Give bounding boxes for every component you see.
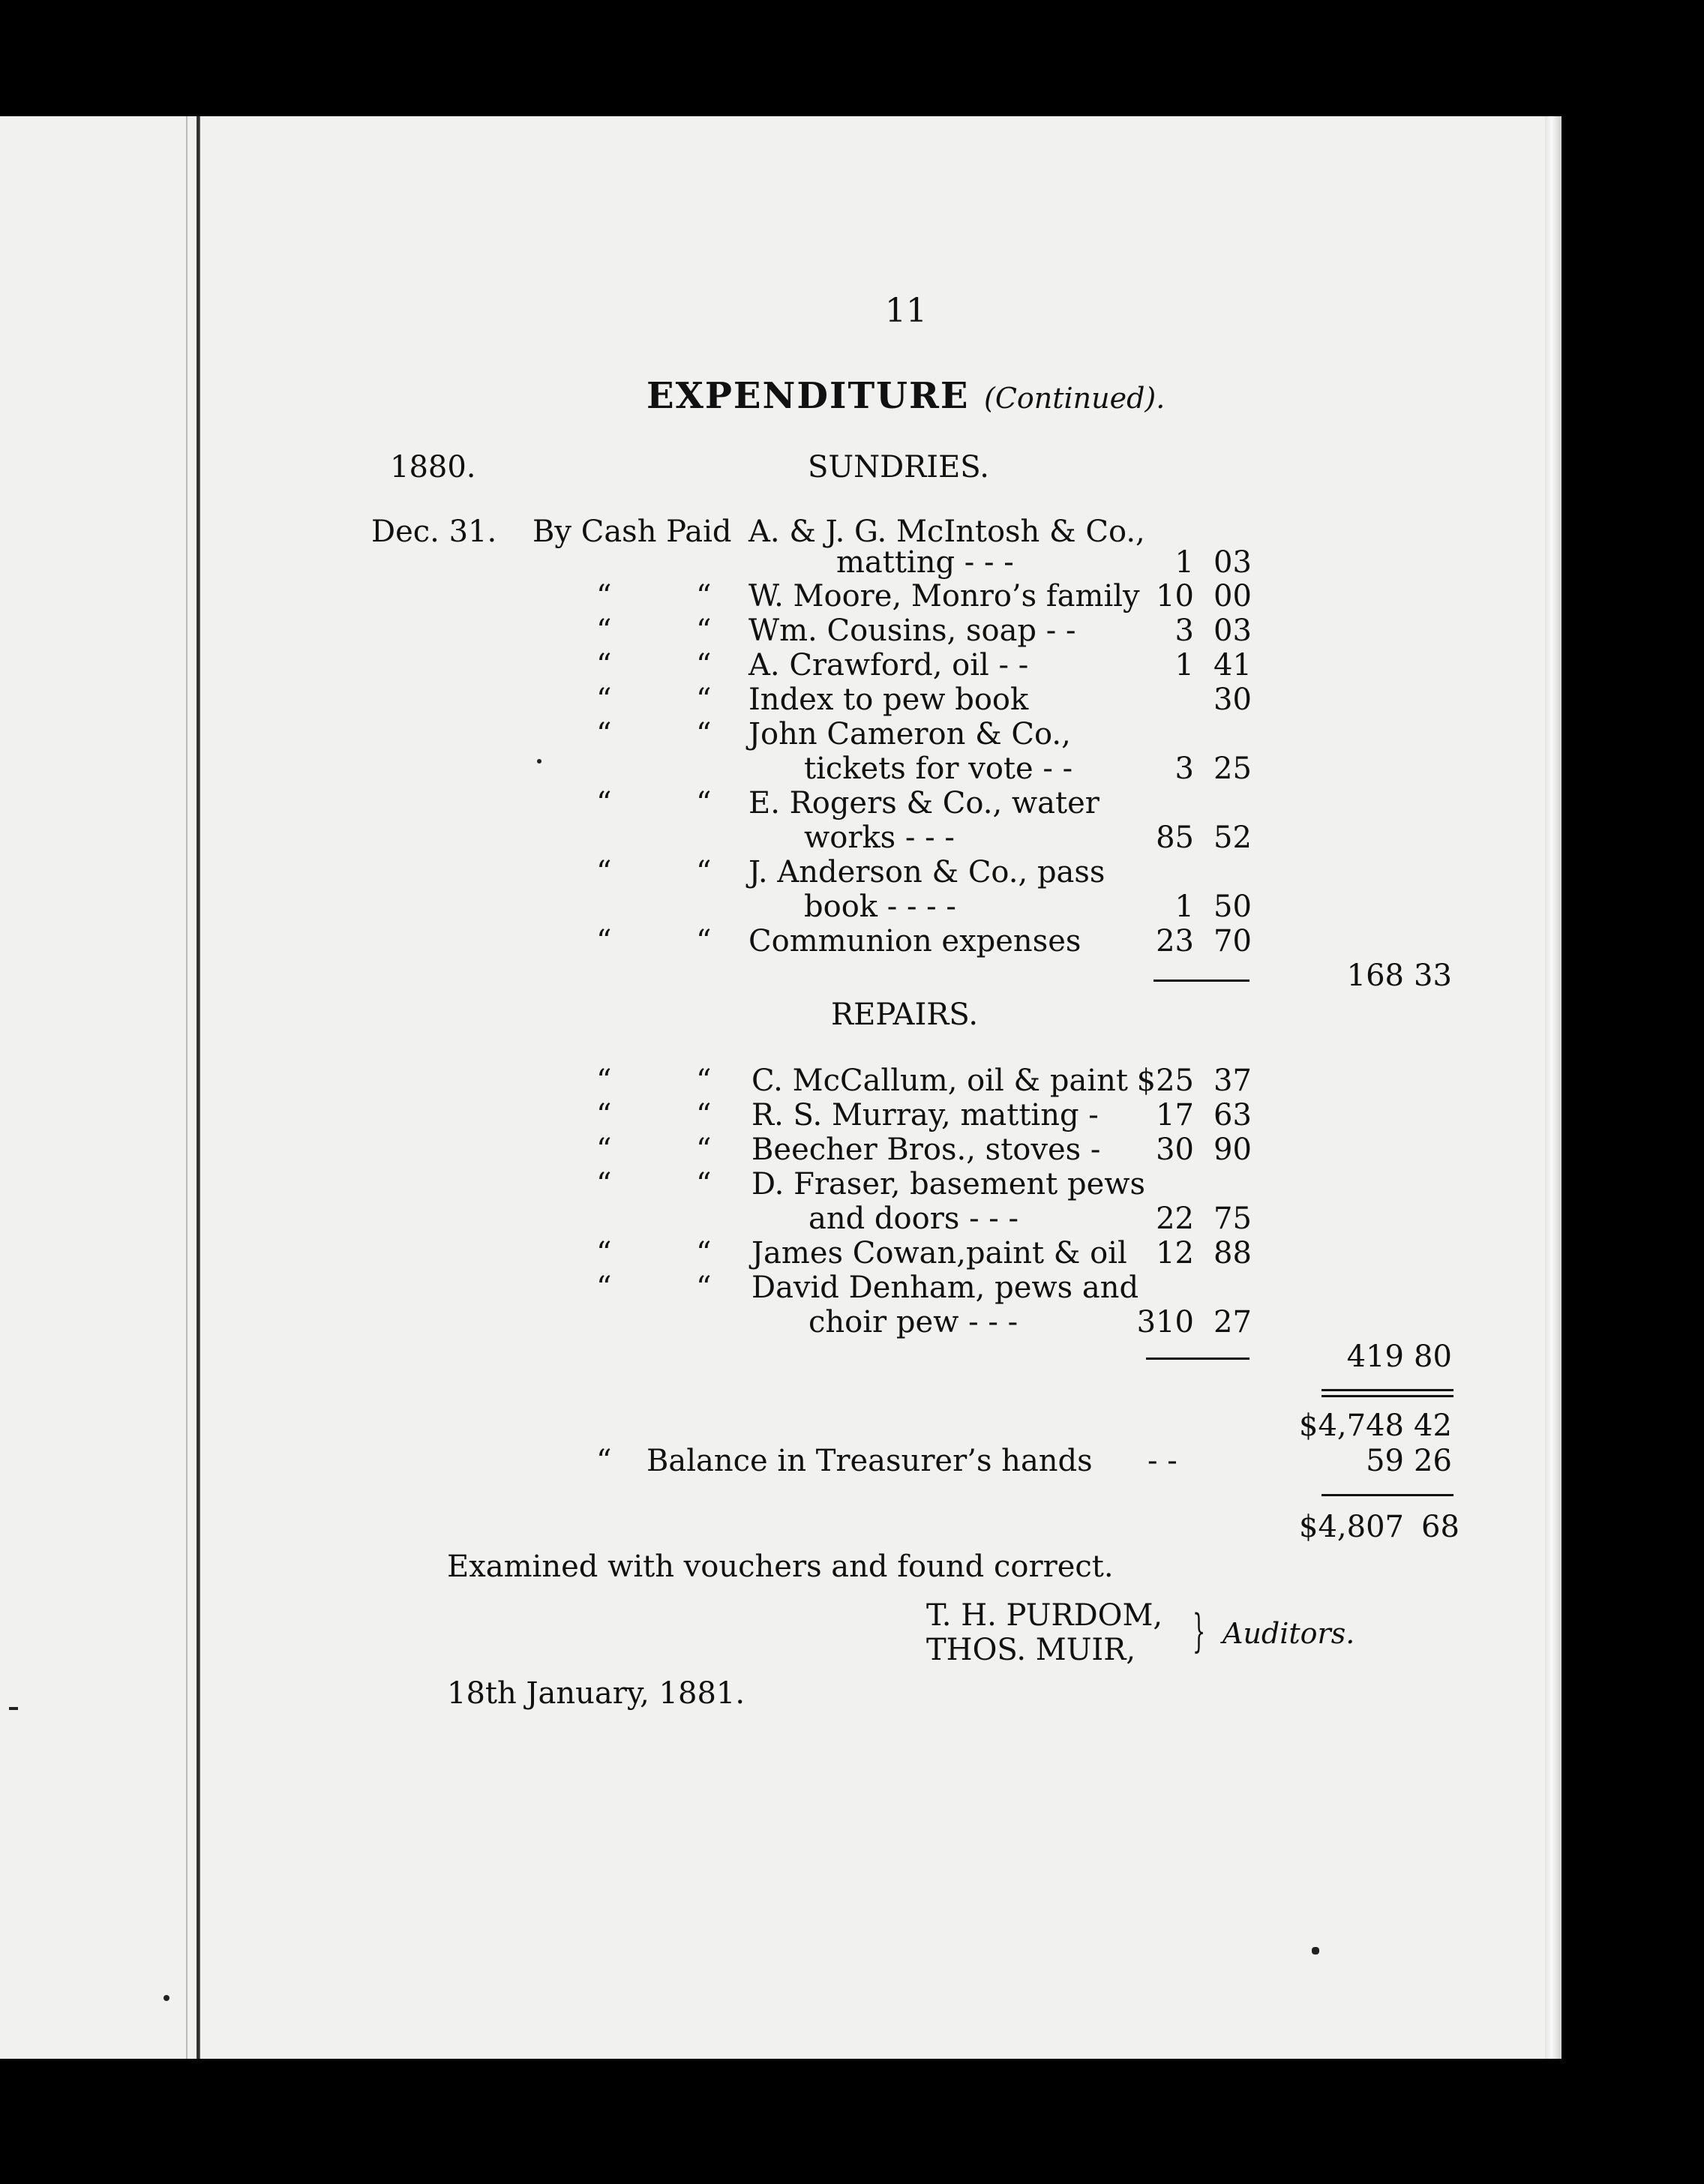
scan-speck [9,1707,18,1710]
scan-speck [164,1995,170,2001]
ditto-mark: “ [596,717,612,752]
ditto-mark: “ [596,1098,612,1132]
repair-item-4-line2: and doors - - - [808,1202,1019,1236]
grand-total-dollars: $4,807 [1299,1510,1404,1544]
ditto-mark: “ [596,786,612,820]
repair-item-2-cents: 63 [1214,1098,1252,1132]
repairs-total-cents: 80 [1414,1340,1452,1374]
balance-label: Balance in Treasurer’s hands [646,1444,1093,1478]
date-label: Dec. 31. [371,514,497,549]
repair-item-5-cents: 88 [1214,1236,1252,1270]
balance-dashes: - - [1148,1444,1178,1478]
repair-item-1-dollars: $25 [1136,1064,1194,1098]
examined-statement: Examined with vouchers and found correct. [447,1550,1114,1584]
ditto-mark: “ [696,1236,712,1270]
grand-total-rule [1322,1494,1454,1496]
sundry-item-1-dollars: 1 [1174,545,1194,580]
sundry-item-1-line2: matting - - - [836,545,1014,580]
sundry-item-4-cents: 41 [1214,648,1252,682]
auditor-name-1: T. H. PURDOM, [926,1598,1163,1633]
binding-fold [196,116,200,2059]
repair-item-4-line1: D. Fraser, basement pews [752,1167,1145,1202]
section-title-suffix: (Continued). [984,382,1166,415]
page-edge-line [186,116,188,2059]
auditors-brace: } [1192,1605,1206,1658]
subtotal-cents: 42 [1414,1408,1452,1443]
repair-item-6-line2: choir pew - - - [808,1305,1018,1340]
section-title: EXPENDITURE [646,375,970,417]
subtotal-dollars: $4,748 [1299,1408,1404,1443]
sundries-total-dollars: 168 [1346,958,1404,993]
sundry-item-9-line1: Communion expenses [748,924,1082,958]
ditto-mark: “ [696,1270,712,1305]
ditto-mark: “ [596,1444,612,1478]
sundry-item-2-cents: 00 [1214,579,1252,614]
repair-item-1-cents: 37 [1214,1064,1252,1098]
sundries-total-cents: 33 [1414,958,1452,993]
repairs-total-dollars: 419 [1346,1340,1404,1374]
page-spine-edge [1545,116,1562,2059]
ditto-mark: “ [696,579,712,614]
ditto-mark: “ [596,648,612,682]
ditto-mark: “ [696,648,712,682]
ditto-mark: “ [696,682,712,717]
sundry-item-7-line1: E. Rogers & Co., water [748,786,1100,820]
page-number: 11 [885,292,927,330]
sundries-heading: SUNDRIES. [808,450,989,484]
sundry-item-7-dollars: 85 [1156,820,1194,855]
year-label: 1880. [390,450,476,484]
ditto-mark: “ [596,579,612,614]
sundry-item-6-line1: John Cameron & Co., [748,717,1071,752]
sundry-item-8-cents: 50 [1214,890,1252,924]
auditors-label: Auditors. [1222,1617,1355,1650]
ditto-mark: “ [596,1270,612,1305]
sundry-item-6-cents: 25 [1214,752,1252,786]
repair-item-6-dollars: 310 [1136,1305,1194,1340]
repair-item-3-dollars: 30 [1156,1132,1194,1167]
sundry-item-5-line1: Index to pew book [748,682,1029,717]
repair-item-2-line1: R. S. Murray, matting - [752,1098,1099,1132]
balance-cents: 26 [1414,1444,1452,1478]
repairs-heading: REPAIRS. [831,998,979,1032]
sundry-item-7-line2: works - - - [804,820,955,855]
subtotal-rule [1322,1389,1454,1391]
ditto-mark: “ [696,786,712,820]
repair-item-4-cents: 75 [1214,1202,1252,1236]
ditto-mark: “ [596,1064,612,1098]
ditto-mark: “ [596,1236,612,1270]
sundry-item-5-cents: 30 [1214,682,1252,717]
sundry-item-9-cents: 70 [1214,924,1252,958]
auditor-name-2: THOS. MUIR, [926,1633,1136,1667]
repair-item-6-cents: 27 [1214,1305,1252,1340]
sundry-item-2-line1: W. Moore, Monro’s family [748,579,1140,614]
repair-item-3-line1: Beecher Bros., stoves - [752,1132,1101,1167]
ditto-mark: “ [596,924,612,958]
ditto-mark: “ [696,1167,712,1202]
repairs-subtotal-rule [1146,1358,1250,1360]
repair-item-2-dollars: 17 [1156,1098,1194,1132]
signature-date: 18th January, 1881. [447,1676,746,1711]
sundry-item-3-dollars: 3 [1174,614,1194,648]
ditto-mark: “ [596,614,612,648]
repair-item-3-cents: 90 [1214,1132,1252,1167]
sundry-item-3-cents: 03 [1214,614,1252,648]
sundry-item-4-line1: A. Crawford, oil - - [748,648,1029,682]
subtotal-rule-double [1322,1395,1454,1397]
grand-total-cents: 68 [1421,1510,1460,1544]
ditto-mark: “ [696,1098,712,1132]
ditto-mark: “ [696,855,712,890]
balance-dollars: 59 [1366,1444,1404,1478]
ditto-mark: “ [696,1132,712,1167]
sundry-item-6-dollars: 3 [1174,752,1194,786]
sundry-item-1-cents: 03 [1214,545,1252,580]
repair-item-4-dollars: 22 [1156,1202,1194,1236]
sundry-item-7-cents: 52 [1214,820,1252,855]
sundry-item-9-dollars: 23 [1156,924,1194,958]
ditto-mark: “ [696,717,712,752]
repair-item-5-line1: James Cowan,paint & oil [752,1236,1127,1270]
sundry-item-3-line1: Wm. Cousins, soap - - [748,614,1076,648]
sundry-item-8-line2: book - - - - [804,890,956,924]
sundries-subtotal-rule [1154,980,1250,982]
sundry-item-6-line2: tickets for vote - - [804,752,1073,786]
sundry-item-8-dollars: 1 [1174,890,1194,924]
repair-item-5-dollars: 12 [1156,1236,1194,1270]
sundry-item-2-dollars: 10 [1156,579,1194,614]
scan-speck [1312,1947,1319,1954]
repair-item-6-line1: David Denham, pews and [752,1270,1139,1305]
sundry-item-4-dollars: 1 [1174,648,1194,682]
ditto-mark: “ [696,924,712,958]
by-cash-paid: By Cash Paid [532,514,732,549]
ditto-mark: “ [596,855,612,890]
ditto-mark: “ [596,1132,612,1167]
ditto-mark: “ [596,682,612,717]
scan-speck [537,759,542,764]
ditto-mark: “ [696,614,712,648]
repair-item-1-line1: C. McCallum, oil & paint [752,1064,1128,1098]
ditto-mark: “ [696,1064,712,1098]
sundry-item-1-line1: A. & J. G. McIntosh & Co., [748,514,1145,549]
ditto-mark: “ [596,1167,612,1202]
sundry-item-8-line1: J. Anderson & Co., pass [748,855,1106,890]
